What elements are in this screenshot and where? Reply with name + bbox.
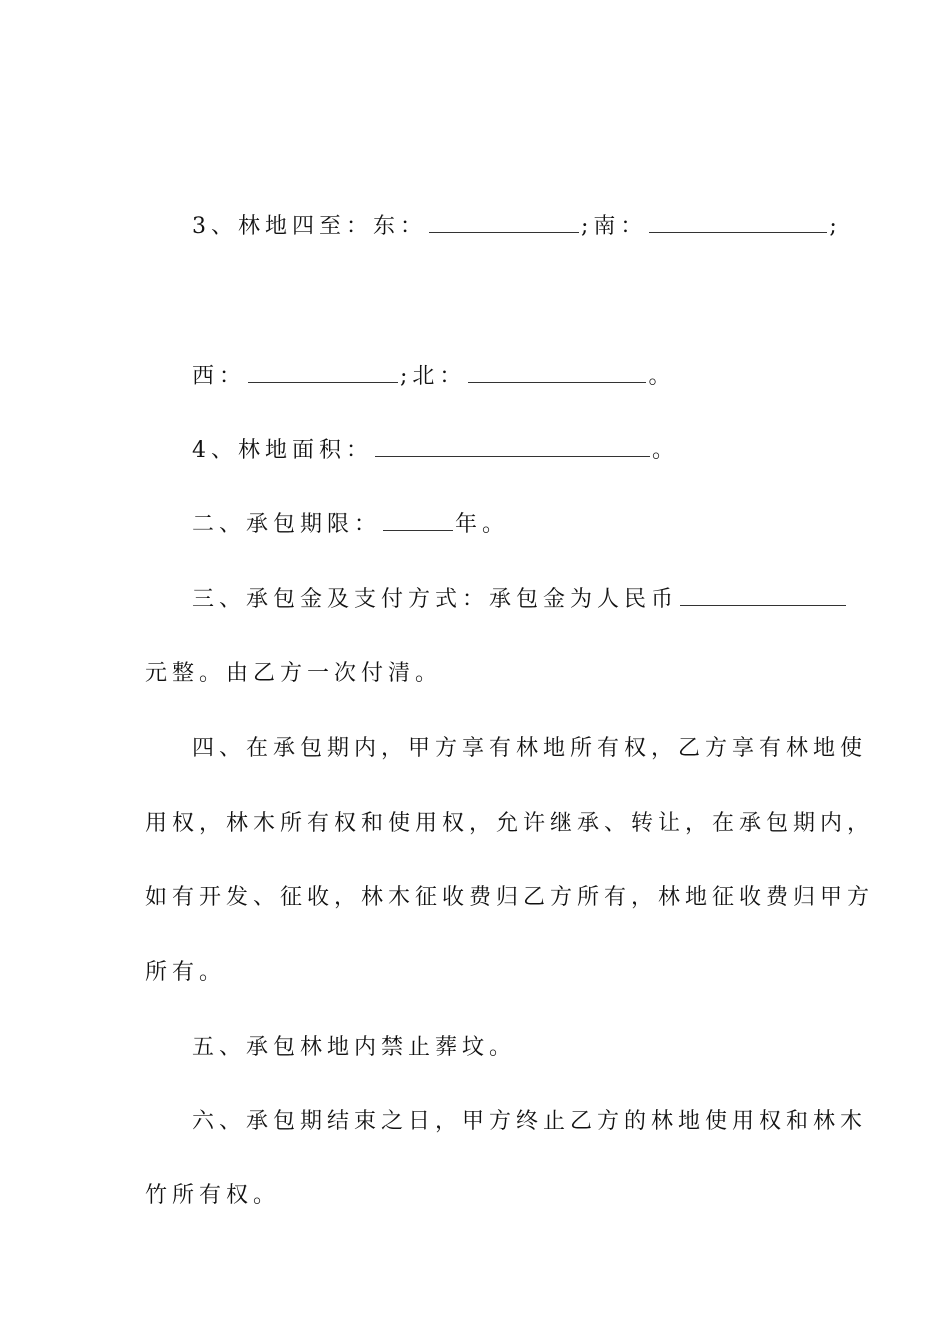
payment-text-1: 三、承包金及支付方式：承包金为人民币 — [192, 587, 679, 612]
payment-text-2: 元整。由乙方一次付清。 — [145, 661, 443, 686]
boundary-north-label: ;北： — [400, 364, 467, 389]
rights-line-4 — [0, 953, 950, 993]
area-line — [0, 431, 950, 471]
payment-line-2 — [0, 654, 950, 694]
rights-text-2: 用权，林木所有权和使用权，允许继承、转让，在承包期内， — [145, 811, 875, 836]
rights-text-4: 所有。 — [145, 960, 227, 985]
east-blank[interactable] — [429, 210, 579, 233]
north-blank[interactable] — [468, 360, 646, 383]
rights-line-3 — [0, 878, 950, 918]
area-blank[interactable] — [375, 434, 650, 457]
boundary-line-2 — [0, 357, 950, 397]
boundary-west-label: 西： — [192, 364, 247, 389]
term-label: 二、承包期限： — [192, 512, 382, 537]
rights-line-2 — [0, 804, 950, 844]
rights-line-1 — [0, 729, 950, 769]
money-blank[interactable] — [680, 583, 846, 606]
termination-line-1 — [0, 1102, 950, 1142]
years-blank[interactable] — [383, 508, 453, 531]
payment-line-1 — [0, 580, 950, 620]
south-blank[interactable] — [649, 210, 827, 233]
area-label: 4、林地面积： — [192, 438, 373, 463]
rights-text-1: 四、在承包期内，甲方享有林地所有权，乙方享有林地使 — [192, 736, 868, 761]
boundary-line-1-end: ; — [829, 214, 842, 239]
boundary-south-label: ;南： — [581, 214, 648, 239]
term-end: 年。 — [455, 512, 510, 537]
boundary-east-label: 3、林地四至：东： — [192, 214, 427, 239]
termination-text-1: 六、承包期结束之日，甲方终止乙方的林地使用权和林木 — [192, 1109, 868, 1134]
prohibition-line — [0, 1028, 950, 1068]
west-blank[interactable] — [248, 360, 398, 383]
rights-text-3: 如有开发、征收，林木征收费归乙方所有，林地征收费归甲方 — [145, 885, 875, 910]
boundary-line-2-end: 。 — [648, 364, 676, 389]
prohibition-text: 五、承包林地内禁止葬坟。 — [192, 1035, 517, 1060]
area-end: 。 — [652, 438, 680, 463]
termination-text-2: 竹所有权。 — [145, 1183, 281, 1208]
boundary-line-1 — [0, 207, 950, 247]
termination-line-2 — [0, 1176, 950, 1216]
term-line — [0, 505, 950, 545]
